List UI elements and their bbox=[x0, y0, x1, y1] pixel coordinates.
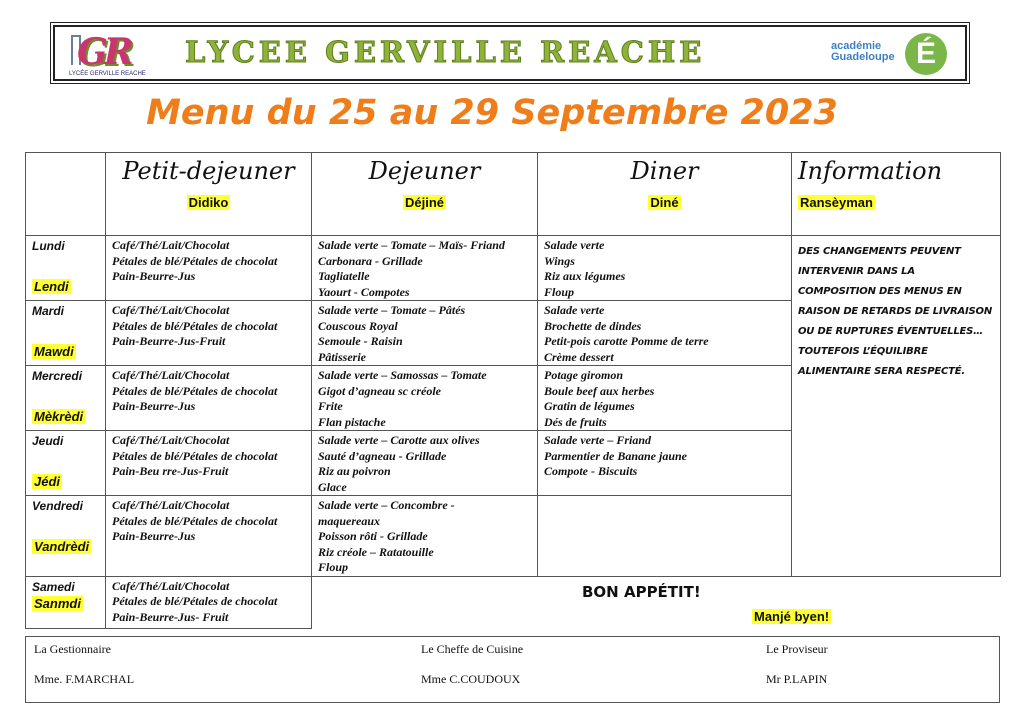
academie-line1: académie bbox=[831, 40, 882, 52]
menu-table bbox=[25, 152, 1001, 629]
day-name: Lundi bbox=[32, 239, 65, 253]
signature-name: Mme. F.MARCHAL bbox=[34, 672, 135, 686]
day-cell bbox=[26, 576, 106, 628]
school-logo bbox=[69, 31, 169, 77]
column-header-petit-dejeuner bbox=[106, 153, 312, 236]
petit-dejeuner-cell: Café/Thé/Lait/Chocolat Pétales de blé/Pétales de chocolat Pain-Beurre-Jus bbox=[106, 366, 312, 431]
column-header-diner bbox=[538, 153, 792, 236]
dejeuner-cell: Salade verte – Tomate – Pâtés Couscous Royal Semoule - Raisin Pâtisserie bbox=[312, 301, 538, 366]
day-creole: Lendi bbox=[34, 279, 69, 294]
corner-cell bbox=[26, 153, 106, 236]
day-name: Jeudi bbox=[32, 434, 64, 448]
manje-byen-text: Manjé byen! bbox=[754, 608, 830, 624]
dejeuner-cell: Salade verte – Tomate – Maïs- Friand Carbonara - Grillade Tagliatelle Yaourt - Compotes bbox=[312, 236, 538, 301]
day-cell bbox=[26, 236, 106, 301]
diner-cell: Salade verte Wings Riz aux légumes Floup bbox=[538, 236, 792, 301]
page-title: Menu du 25 au 29 Septembre 2023 bbox=[146, 93, 838, 133]
column-creole-label: Diné bbox=[650, 195, 679, 210]
academie-text bbox=[831, 41, 895, 63]
column-title: Dejeuner bbox=[368, 157, 481, 185]
table-row bbox=[26, 236, 1001, 301]
day-name: Mercredi bbox=[32, 369, 83, 383]
day-creole: Mèkrèdi bbox=[34, 409, 84, 424]
school-name: LYCEE GERVILLE REACHE bbox=[185, 35, 706, 69]
diner-cell: Salade verte Brochette de dindes Petit-pois carotte Pomme de terre Crème dessert bbox=[538, 301, 792, 366]
column-header-information bbox=[792, 153, 1001, 236]
day-name: Vendredi bbox=[32, 499, 83, 513]
day-name: Mardi bbox=[32, 304, 65, 318]
column-header-dejeuner bbox=[312, 153, 538, 236]
day-cell bbox=[26, 431, 106, 496]
dejeuner-cell: Salade verte – Samossas – Tomate Gigot d’agneau sc créole Frite Flan pistache bbox=[312, 366, 538, 431]
column-creole-label: Didiko bbox=[188, 195, 229, 210]
signature-role: Le Cheffe de Cuisine bbox=[421, 642, 524, 656]
column-creole-label: Déjiné bbox=[404, 195, 444, 210]
diner-cell: Potage giromon Boule beef aux herbes Gratin de légumes Dés de fruits bbox=[538, 366, 792, 431]
column-title: Information bbox=[798, 157, 943, 185]
bon-appetit-text: BON APPÉTIT! bbox=[582, 582, 701, 601]
signature-name: Mr P.LAPIN bbox=[766, 672, 828, 686]
day-creole: Sanmdi bbox=[34, 595, 81, 611]
column-creole-label: Ransèyman bbox=[800, 195, 873, 210]
petit-dejeuner-cell: Café/Thé/Lait/Chocolat Pétales de blé/Pétales de chocolat Pain-Beurre-Jus- Fruit bbox=[106, 576, 312, 628]
petit-dejeuner-cell: Café/Thé/Lait/Chocolat Pétales de blé/Pétales de chocolat Pain-Beurre-Jus-Fruit bbox=[106, 301, 312, 366]
petit-dejeuner-cell: Café/Thé/Lait/Chocolat Pétales de blé/Pétales de chocolat Pain-Beurre-Jus bbox=[106, 236, 312, 301]
signature-name: Mme C.COUDOUX bbox=[421, 672, 521, 686]
column-title: Petit-dejeuner bbox=[122, 157, 295, 185]
closing-area bbox=[312, 576, 1001, 628]
logo-monogram: GR bbox=[77, 31, 130, 73]
petit-dejeuner-cell: Café/Thé/Lait/Chocolat Pétales de blé/Pétales de chocolat Pain-Beurre-Jus bbox=[106, 496, 312, 577]
petit-dejeuner-cell: Café/Thé/Lait/Chocolat Pétales de blé/Pétales de chocolat Pain-Beu rre-Jus-Fruit bbox=[106, 431, 312, 496]
diner-cell: Salade verte – Friand Parmentier de Banane jaune Compote - Biscuits bbox=[538, 431, 792, 496]
table-row bbox=[26, 576, 1001, 628]
header-banner bbox=[53, 25, 967, 81]
academie-line2: Guadeloupe bbox=[831, 51, 895, 63]
signature-box bbox=[25, 636, 1000, 703]
signature-role: La Gestionnaire bbox=[34, 642, 111, 656]
logo-caption: LYCÉE GERVILLE REACHE bbox=[69, 71, 146, 77]
dejeuner-cell: Salade verte – Concombre - maquereaux Poisson rôti - Grillade Riz créole – Ratatouille Floup bbox=[312, 496, 538, 577]
day-cell bbox=[26, 301, 106, 366]
diner-cell bbox=[538, 496, 792, 577]
academie-logo bbox=[831, 33, 951, 77]
signature-role: Le Proviseur bbox=[766, 642, 828, 656]
column-title: Diner bbox=[630, 157, 699, 185]
day-creole: Vandrèdi bbox=[34, 538, 90, 554]
day-cell bbox=[26, 496, 106, 577]
information-note: DES CHANGEMENTS PEUVENT INTERVENIR DANS LA COMPOSITION DES MENUS EN RAISON DE RETARDS DE LIVRAISON OU DE RUPTURES ÉVENTUELLES… TOUTEFOIS L’ÉQUILIBRE ALIMENTAIRE SERA RESPECTÉ. bbox=[792, 236, 1001, 577]
menu-header-row bbox=[26, 153, 1001, 236]
academie-badge-icon: É bbox=[905, 33, 947, 75]
day-name: Samedi bbox=[32, 579, 75, 594]
dejeuner-cell: Salade verte – Carotte aux olives Sauté d’agneau - Grillade Riz au poivron Glace bbox=[312, 431, 538, 496]
day-creole: Mawdi bbox=[34, 344, 74, 359]
day-creole: Jédi bbox=[34, 474, 61, 489]
day-cell bbox=[26, 366, 106, 431]
